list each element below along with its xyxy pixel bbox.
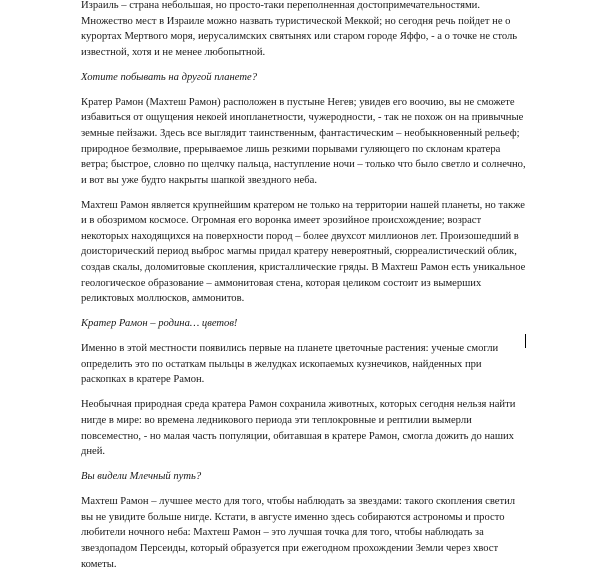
document-body xyxy=(81,0,527,582)
paragraph-crater-geology: Махтеш Рамон является крупнейшим кратером не только на территории нашей планеты, но также и в обозримом космосе. Огромная его воронка имеет эрозийное происхождение; возраст некоторых находящихся на поверхности пород – более двухсот миллионов лет. Произошедший в доисторический период выброс магмы придал кратеру невероятный, сюрреалистический облик, создав скалы, доломитовые скопления, кристаллические гряды. В Махтеш Рамон есть уникальное геологическое образование – аммонитовая стена, которая целиком состоит из вымерших реликтовых моллюсков, аммонитов. xyxy=(81,199,526,305)
heading-other-planet: Хотите побывать на другой планете? xyxy=(81,71,258,83)
text-cursor xyxy=(525,334,526,348)
paragraph-animals: Необычная природная среда кратера Рамон сохранила животных, которых сегодня нельзя найти нигде в мире: во времена ледникового периода эти теплокровные и рептилии вымерли повсеместно, - но малая часть популяции, обитавшая в кратере Рамон, смогла дожить до наших дней. xyxy=(81,399,516,458)
paragraph-stars: Махтеш Рамон – лучшее место для того, чтобы наблюдать за звездами: такого скопления светил вы не увидите больше нигде. Кстати, в августе именно здесь собираются астрономы и просто любители ночного неба: Махтеш Рамон – это лучшая точка для того, чтобы наблюдать за звездопадом Персеиды, который образуется при ежегодном прохождении Земли через хвост кометы. xyxy=(81,496,516,570)
heading-flowers: Кратер Рамон – родина… цветов! xyxy=(81,318,238,330)
paragraph-intro: Израиль – страна небольшая, но просто-таки переполненная достопримечательностями. Множество мест в Израиле можно назвать туристической Меккой; но сегодня речь пойдет не о курортах Мертвого моря, иерусалимских святынях или старом городе Яффо, - а о точке не столь известной, хотя и не менее любопытной. xyxy=(81,0,518,58)
paragraph-flowers: Именно в этой местности появились первые на планете цветочные растения: ученые смогли определить это по остаткам пыльцы в желудках ископаемых кузнечиков, найденных при раскопках в кратере Рамон. xyxy=(81,343,499,386)
heading-milky-way: Вы видели Млечный путь? xyxy=(81,471,202,483)
paragraph-crater-location: Кратер Рамон (Махтеш Рамон) расположен в пустыне Негев; увидев его воочию, вы не сможете избавиться от ощущения некоей инопланетности, чужеродности, - так не похож он на привычные земные пейзажи. Здесь все выглядит таинственным, фантастическим – необыкновенный рельеф; природное безмолвие, прерываемое лишь резкими порывами гуляющего по склонам кратера ветра; быстрое, словно по щелчку пальца, наступление ночи – только что было светло и солнечно, и вот вы уже будто накрыты шапкой звездного неба. xyxy=(81,96,526,186)
